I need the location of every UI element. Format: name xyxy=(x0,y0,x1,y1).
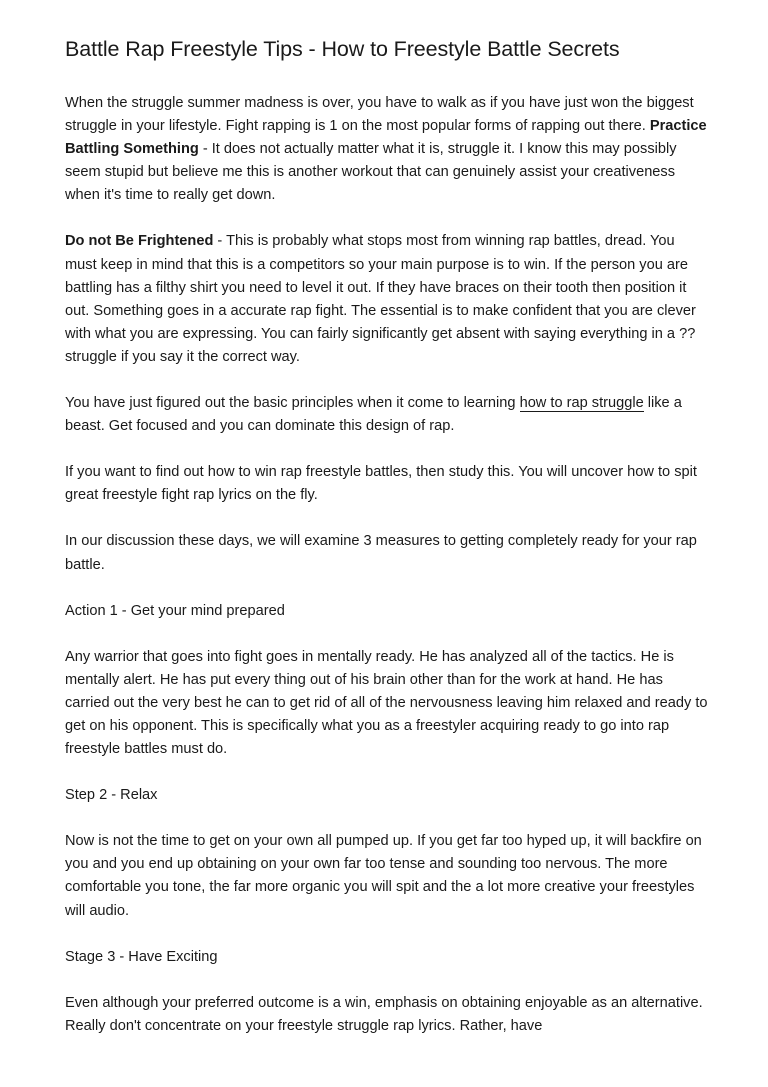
paragraph-win-battles: If you want to find out how to win rap freestyle battles, then study this. You will uncover how to spit great freestyle fight rap lyrics on the fly. xyxy=(65,464,697,504)
paragraph-have-fun: Even although your preferred outcome is a win, emphasis on obtaining enjoyable as an alternative. Really don't concentrate on your freestyle struggle rap lyrics. Rather, have xyxy=(65,994,703,1034)
paragraph-discussion: In our discussion these days, we will examine 3 measures to getting completely ready for your rap battle. xyxy=(65,533,697,573)
page-title: Battle Rap Freestyle Tips - How to Freestyle Battle Secrets xyxy=(65,37,620,61)
paragraph-text: - This is probably what stops most from winning rap battles, dread. You must keep in mind that this is a competitors so your main purpose is to win. If the person you are battling has a filthy shirt you need to level it out. If they have braces on their tooth then position it out. Something goes in a accurate rap fight. The essential is to make confident that you are clever with what you are expressing. You can fairly significantly get absent with saying everything in a ??struggle if you say it the correct way. xyxy=(65,233,696,365)
paragraph-intro xyxy=(65,92,708,207)
paragraph-text: - It does not actually matter what it is, struggle it. I know this may possibly seem stupid but believe me this is another workout that can genuinely assist your creativeness when it's time to really get down. xyxy=(65,141,677,204)
paragraph-relax: Now is not the time to get on your own all pumped up. If you get far too hyped up, it will backfire on you and you end up obtaining on your own far too tense and sounding too nervous. The more comfortable you tone, the far more organic you will spit and the a lot more creative your freestyles will audio. xyxy=(65,833,702,919)
bold-heading-frightened: Do not Be Frightened xyxy=(65,233,214,250)
bold-heading-practice: Practice Battling Something xyxy=(65,118,707,158)
paragraph-text: You have just figured out the basic principles when it come to learning xyxy=(65,395,520,412)
paragraph-not-frightened xyxy=(65,230,708,369)
step-heading-2: Step 2 - Relax xyxy=(65,787,158,804)
paragraph-text: When the struggle summer madness is over, you have to walk as if you have just won the biggest struggle in your lifestyle. Fight rapping is 1 on the most popular forms of rapping out there. xyxy=(65,95,694,135)
step-heading-1: Action 1 - Get your mind prepared xyxy=(65,602,285,619)
paragraph-warrior: Any warrior that goes into fight goes in mentally ready. He has analyzed all of the tactics. He is mentally alert. He has put every thing out of his brain other than for the work at hand. He has carried out the very best he can to get rid of all of the nervousness leaving him relaxed and ready to get on his opponent. This is specifically what you as a freestyler acquiring ready to go into rap freestyle battles must do. xyxy=(65,648,708,758)
paragraph-text: like a beast. Get focused and you can dominate this design of rap. xyxy=(65,395,682,435)
paragraph-basics xyxy=(65,392,708,438)
step-heading-3: Stage 3 - Have Exciting xyxy=(65,948,218,965)
how-to-rap-struggle-link[interactable]: how to rap struggle xyxy=(519,395,644,412)
